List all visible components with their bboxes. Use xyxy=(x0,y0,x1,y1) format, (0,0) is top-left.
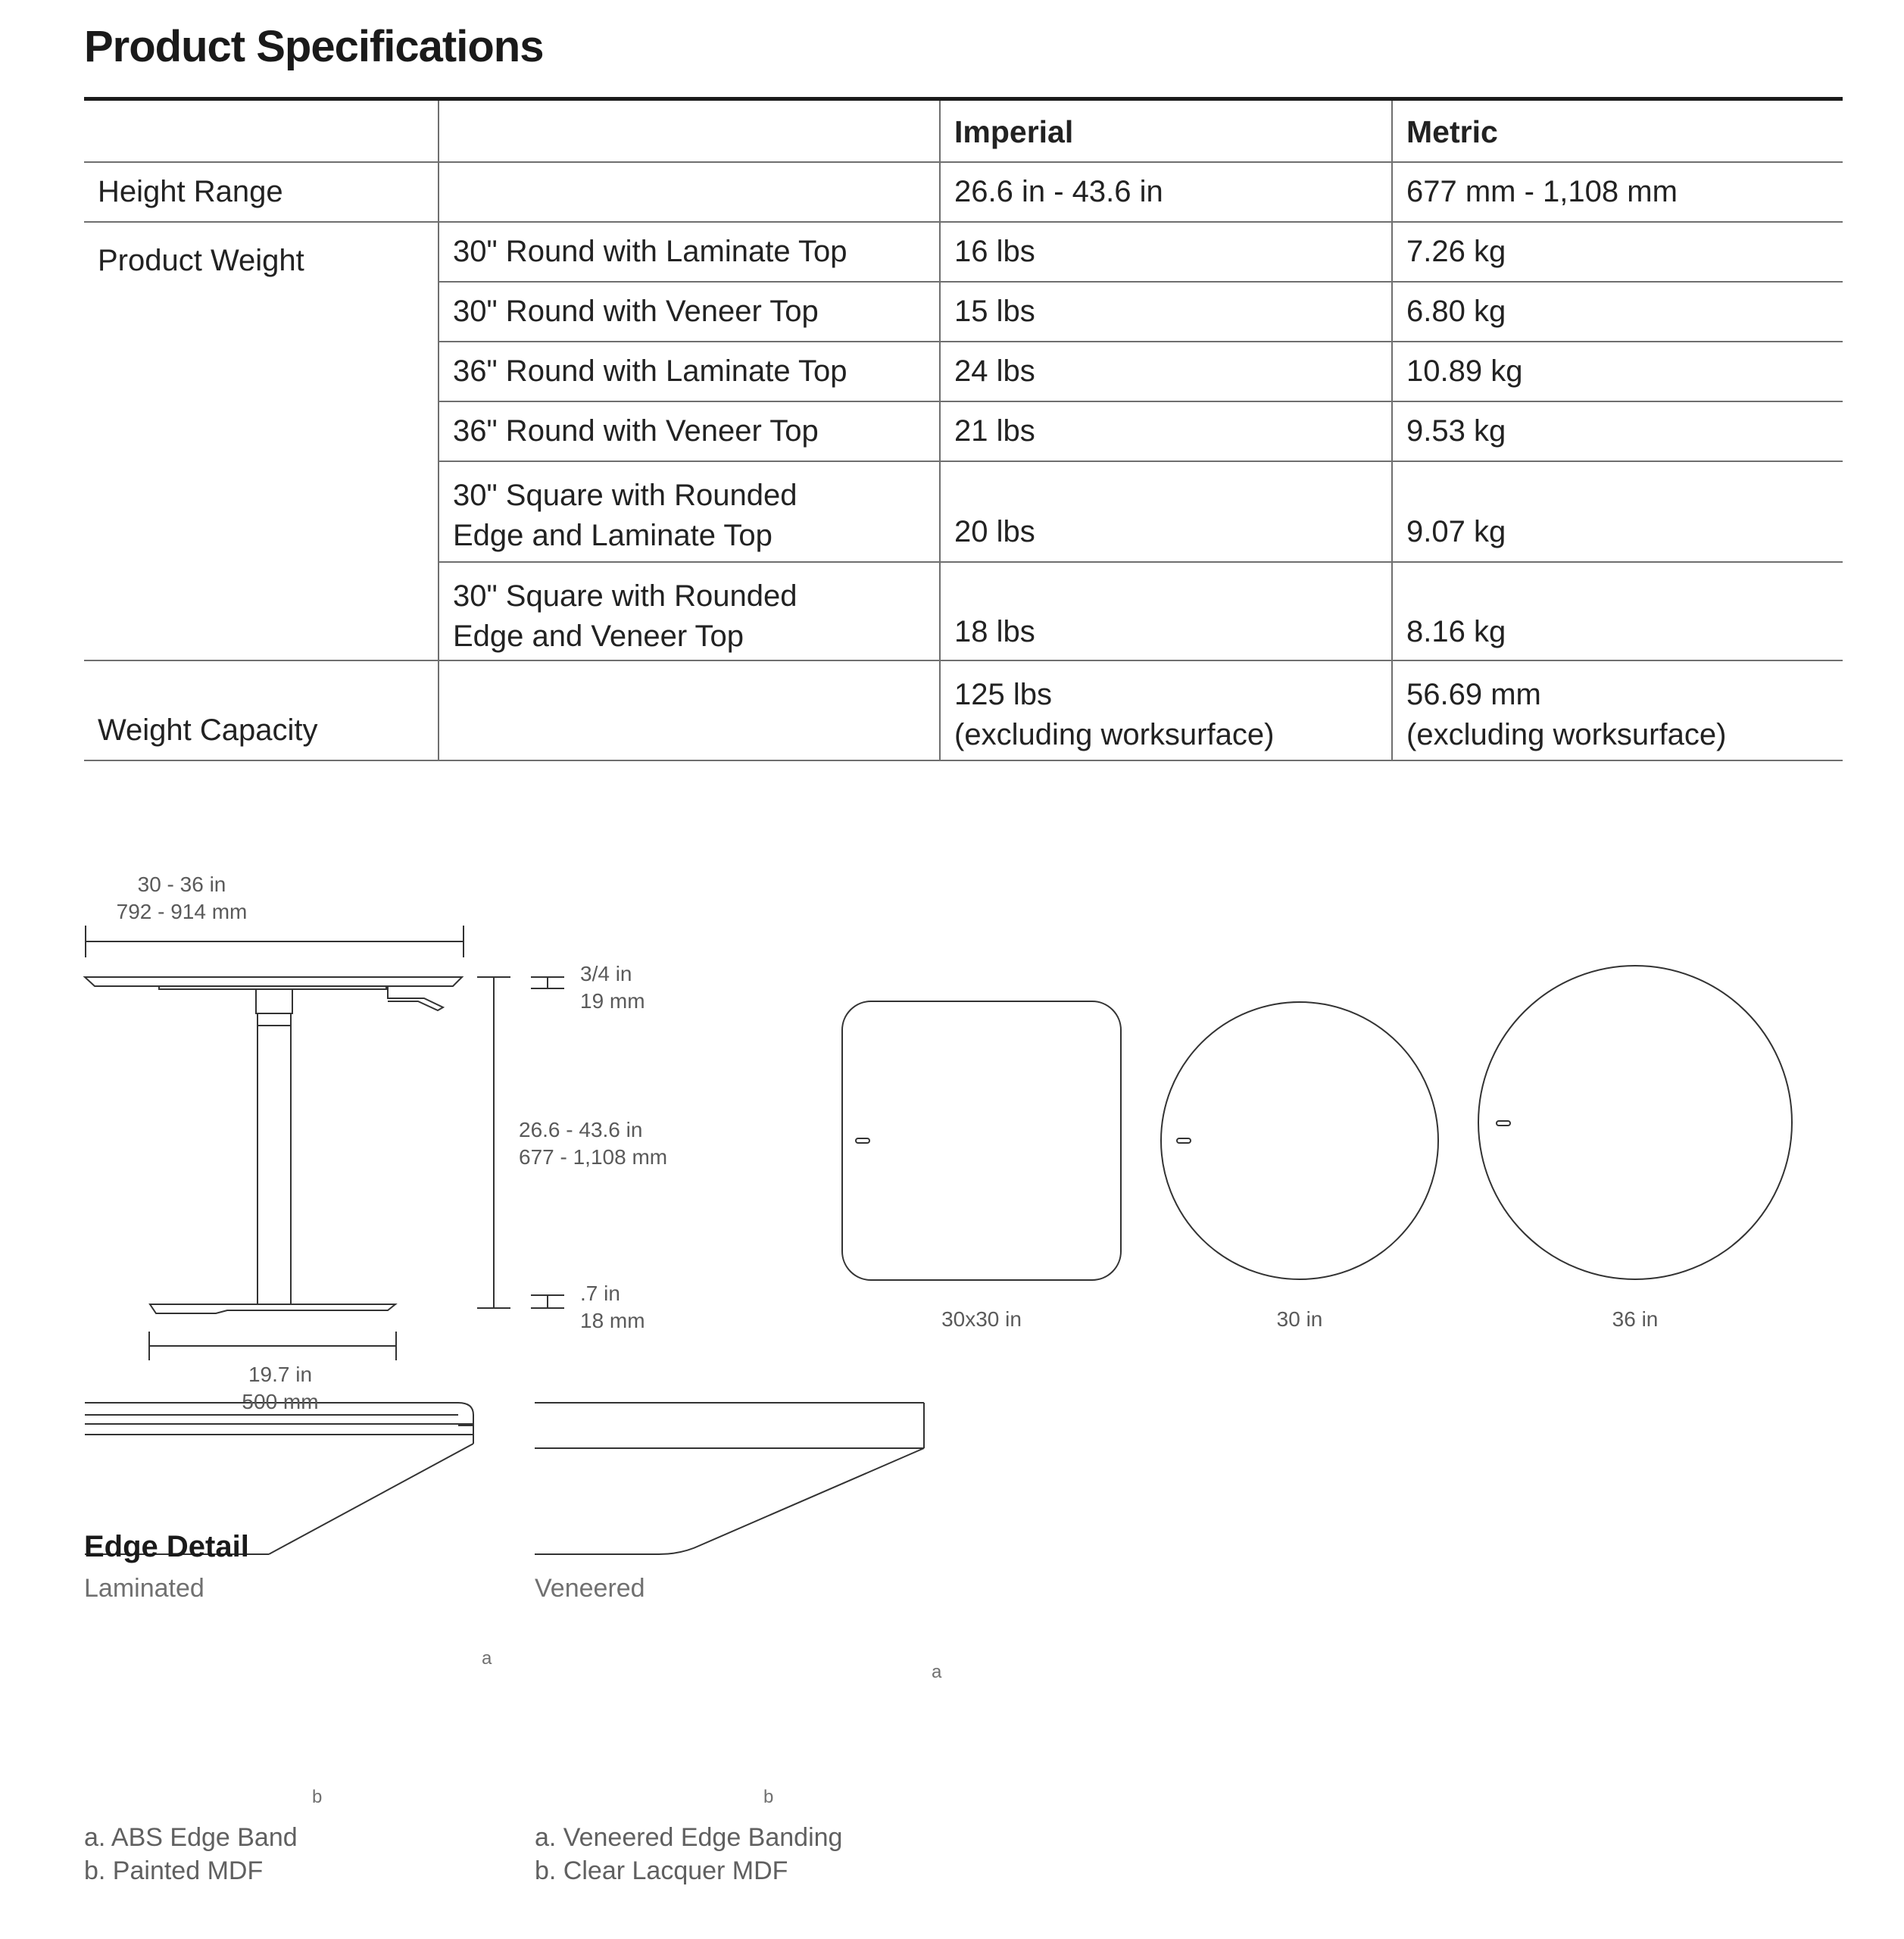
top-thickness-mm: 19 mm xyxy=(580,989,645,1013)
height-mm: 677 - 1,108 mm xyxy=(519,1145,668,1169)
variant-cell: 30" Round with Veneer Top xyxy=(438,283,939,341)
veneered-mark-a: a xyxy=(932,1662,942,1682)
square-size-label: 30x30 in xyxy=(941,1307,1022,1331)
height-dimension-line xyxy=(477,977,510,1308)
variant-line-2: Edge and Veneer Top xyxy=(453,620,744,653)
height-label xyxy=(519,1116,667,1171)
veneered-mark-b: b xyxy=(763,1787,774,1807)
imperial-cell: 16 lbs xyxy=(939,223,1391,281)
base-thickness-marker xyxy=(531,1295,564,1308)
imperial-cell: 18 lbs xyxy=(939,563,1391,661)
top-width-label xyxy=(91,871,273,926)
variant-cell: 30" Round with Laminate Top xyxy=(438,223,939,281)
veneered-edge-profile xyxy=(535,1403,924,1554)
laminated-legend xyxy=(84,1821,298,1887)
header-metric: Metric xyxy=(1391,101,1843,161)
table-base-side xyxy=(150,1304,395,1313)
imperial-cell: 20 lbs xyxy=(939,462,1391,561)
imperial-cell: 21 lbs xyxy=(939,402,1391,461)
top-thickness-marker xyxy=(531,977,564,988)
metric-cell: 6.80 kg xyxy=(1391,283,1843,341)
table-top-side xyxy=(85,977,462,1010)
base-thickness-in: .7 in xyxy=(580,1282,620,1305)
height-range-metric: 677 mm - 1,108 mm xyxy=(1391,163,1843,221)
variant-cell: 36" Round with Veneer Top xyxy=(438,402,939,461)
laminated-title: Laminated xyxy=(84,1574,204,1603)
top-thickness-in: 3/4 in xyxy=(580,962,632,985)
row-label-weight-capacity: Weight Capacity xyxy=(98,713,318,747)
height-range-imperial: 26.6 in - 43.6 in xyxy=(939,163,1391,221)
top-width-mm: 792 - 914 mm xyxy=(116,900,248,923)
header-imperial: Imperial xyxy=(939,101,1391,161)
page-title: Product Specifications xyxy=(84,22,544,71)
base-width-mm: 500 mm xyxy=(242,1390,319,1413)
variant-line-2: Edge and Laminate Top xyxy=(453,519,773,552)
round-36-top-plan xyxy=(1478,966,1792,1279)
laminated-mark-a: a xyxy=(482,1648,492,1669)
capacity-imperial-value: 125 lbs xyxy=(954,678,1052,711)
round-36-handle xyxy=(1497,1121,1510,1126)
row-label-height-range: Height Range xyxy=(98,175,283,208)
imperial-cell: 24 lbs xyxy=(939,342,1391,401)
laminated-legend-a: a. ABS Edge Band xyxy=(84,1823,298,1852)
metric-cell: 10.89 kg xyxy=(1391,342,1843,401)
base-thickness-mm: 18 mm xyxy=(580,1309,645,1332)
edge-detail-heading: Edge Detail xyxy=(84,1530,249,1563)
row-label-product-weight: Product Weight xyxy=(98,244,304,277)
base-width-dimension-line xyxy=(149,1332,396,1360)
base-width-in: 19.7 in xyxy=(248,1363,313,1386)
veneered-title: Veneered xyxy=(535,1574,645,1603)
variant-cell: 36" Round with Laminate Top xyxy=(438,342,939,401)
top-thickness-label xyxy=(580,960,645,1015)
variant-line-1: 30" Square with Rounded xyxy=(453,479,797,512)
top-width-dimension-line xyxy=(86,926,464,957)
square-top-handle xyxy=(856,1138,869,1143)
base-thickness-label xyxy=(580,1280,645,1335)
metric-cell: 9.07 kg xyxy=(1391,462,1843,561)
base-width-label xyxy=(189,1361,371,1416)
height-in: 26.6 - 43.6 in xyxy=(519,1118,643,1141)
capacity-metric-value: 56.69 mm xyxy=(1406,678,1541,711)
table-column xyxy=(256,989,292,1304)
laminated-legend-b: b. Painted MDF xyxy=(84,1856,264,1885)
imperial-cell: 15 lbs xyxy=(939,283,1391,341)
metric-cell: 8.16 kg xyxy=(1391,563,1843,661)
capacity-imperial-note: (excluding worksurface) xyxy=(954,718,1275,751)
round-30-top-plan xyxy=(1161,1002,1438,1279)
capacity-metric-note: (excluding worksurface) xyxy=(1406,718,1727,751)
veneered-legend xyxy=(535,1821,842,1887)
metric-cell: 9.53 kg xyxy=(1391,402,1843,461)
metric-cell: 7.26 kg xyxy=(1391,223,1843,281)
round-30-size-label: 30 in xyxy=(1276,1307,1323,1331)
round-30-handle xyxy=(1177,1138,1191,1143)
round-36-size-label: 36 in xyxy=(1612,1307,1659,1331)
variant-line-1: 30" Square with Rounded xyxy=(453,579,797,613)
square-top-plan xyxy=(842,1001,1121,1280)
veneered-legend-b: b. Clear Lacquer MDF xyxy=(535,1856,788,1885)
top-width-in: 30 - 36 in xyxy=(137,873,226,896)
veneered-legend-a: a. Veneered Edge Banding xyxy=(535,1823,843,1852)
laminated-mark-b: b xyxy=(312,1787,323,1807)
